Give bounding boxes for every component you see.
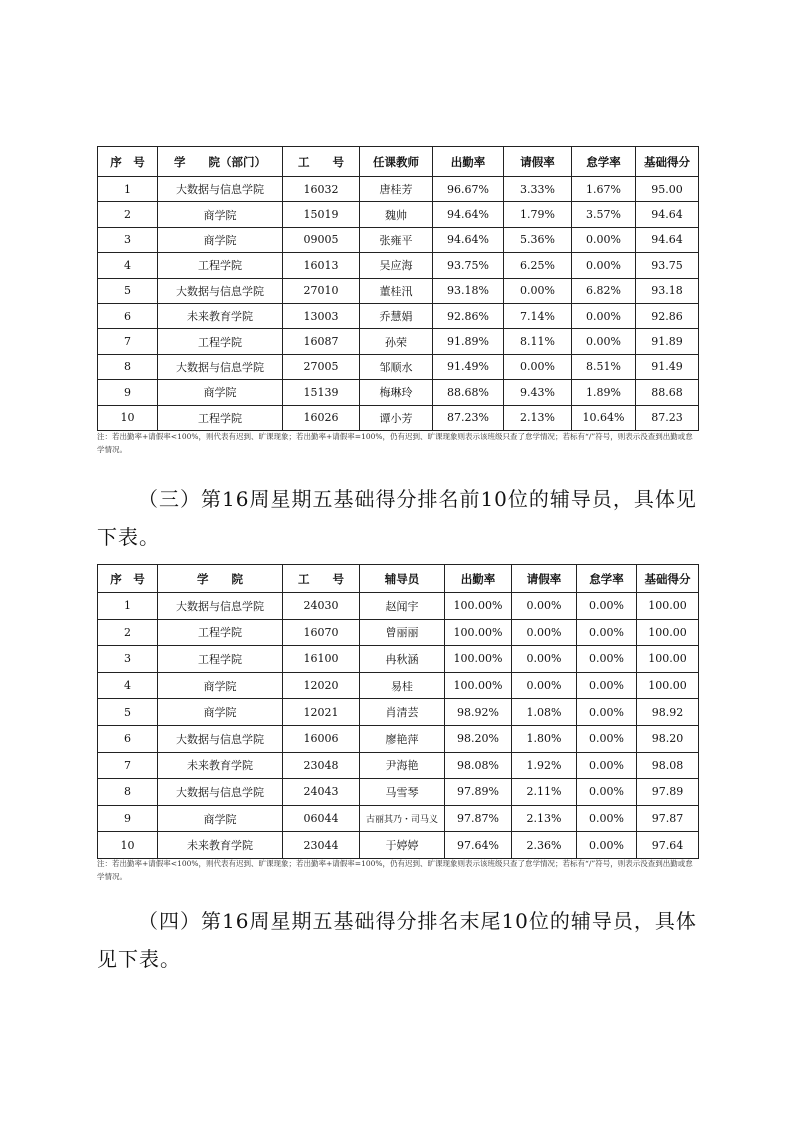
table-cell: 易桂 [360, 672, 445, 699]
table-cell: 94.64 [636, 227, 699, 252]
table-cell: 商学院 [158, 227, 283, 252]
table-row [98, 329, 699, 354]
column-header: 怠学率 [572, 147, 636, 177]
column-header: 基础得分 [637, 565, 699, 593]
table-row [98, 725, 699, 752]
table-cell: 100.00% [445, 646, 512, 673]
table-row [98, 380, 699, 405]
table-cell: 98.20 [637, 725, 699, 752]
table-cell: 孙荣 [360, 329, 433, 354]
table-cell: 2.11% [512, 779, 577, 806]
section-heading-3: （三）第16周星期五基础得分排名前10位的辅导员，具体见下表。 [97, 487, 697, 549]
table-cell: 98.08% [445, 752, 512, 779]
table-cell: 93.75 [636, 253, 699, 278]
table-header-row [98, 147, 699, 177]
table-cell: 8 [98, 354, 158, 379]
table-cell: 93.18 [636, 278, 699, 303]
table-cell: 0.00% [577, 832, 637, 859]
table-note: 注：若出勤率+请假率<100%，则代表有迟到、旷课现象；若出勤率+请假率=100%，仍有迟到、旷课现象则表示该班级只查了怠学情况；若标有“/”符号，则表示没查到出勤或怠学情况。 [97, 859, 693, 881]
table-cell: 9.43% [504, 380, 572, 405]
table-cell: 100.00 [637, 619, 699, 646]
table-cell: 商学院 [158, 699, 283, 726]
table-row [98, 253, 699, 278]
table-cell: 6.82% [572, 278, 636, 303]
table-cell: 0.00% [512, 619, 577, 646]
table-cell: 24030 [283, 593, 360, 620]
table-cell: 1.67% [572, 177, 636, 202]
column-header: 工 号 [283, 147, 360, 177]
table-cell: 98.92% [445, 699, 512, 726]
table-cell: 工程学院 [158, 646, 283, 673]
table-cell: 未来教育学院 [158, 832, 283, 859]
table-cell: 7.14% [504, 303, 572, 328]
table-cell: 27005 [283, 354, 360, 379]
table-cell: 大数据与信息学院 [158, 354, 283, 379]
table-cell: 商学院 [158, 672, 283, 699]
table-cell: 96.67% [433, 177, 504, 202]
table-cell: 3.33% [504, 177, 572, 202]
table-cell: 16013 [283, 253, 360, 278]
table-cell: 9 [98, 380, 158, 405]
table-cell: 91.49% [433, 354, 504, 379]
table-cell: 古丽其乃・司马义 [360, 805, 445, 832]
table-cell: 15139 [283, 380, 360, 405]
table-cell: 0.00% [577, 725, 637, 752]
column-header: 任课教师 [360, 147, 433, 177]
table-cell: 0.00% [577, 779, 637, 806]
table-note: 注：若出勤率+请假率<100%，则代表有迟到、旷课现象；若出勤率+请假率=100%，仍有迟到、旷课现象则表示该班级只查了怠学情况；若标有“/”符号，则表示没查到出勤或怠学情况。 [97, 432, 693, 454]
table-cell: 98.08 [637, 752, 699, 779]
table-row [98, 619, 699, 646]
table-cell: 商学院 [158, 380, 283, 405]
table-cell: 97.64% [445, 832, 512, 859]
table-cell: 董桂汛 [360, 278, 433, 303]
table-cell: 5 [98, 278, 158, 303]
table-cell: 93.75% [433, 253, 504, 278]
table-cell: 邹顺水 [360, 354, 433, 379]
table-cell: 肖清芸 [360, 699, 445, 726]
table-cell: 8.11% [504, 329, 572, 354]
table-cell: 23048 [283, 752, 360, 779]
table-cell: 5.36% [504, 227, 572, 252]
table-cell: 大数据与信息学院 [158, 779, 283, 806]
table-cell: 0.00% [577, 752, 637, 779]
table-row [98, 227, 699, 252]
table-row [98, 177, 699, 202]
table-cell: 1.80% [512, 725, 577, 752]
table-cell: 工程学院 [158, 329, 283, 354]
table-cell: 未来教育学院 [158, 752, 283, 779]
table-cell: 06044 [283, 805, 360, 832]
table-cell: 2.13% [504, 405, 572, 430]
table-cell: 8 [98, 779, 158, 806]
column-header: 学 院（部门） [158, 147, 283, 177]
table-cell: 3.57% [572, 202, 636, 227]
table-cell: 1.92% [512, 752, 577, 779]
table-cell: 100.00 [637, 672, 699, 699]
table-cell: 0.00% [577, 593, 637, 620]
table-cell: 98.20% [445, 725, 512, 752]
table-row [98, 832, 699, 859]
table-cell: 1.08% [512, 699, 577, 726]
table-row [98, 303, 699, 328]
table-cell: 94.64% [433, 227, 504, 252]
table-cell: 工程学院 [158, 405, 283, 430]
table-row [98, 672, 699, 699]
column-header: 序 号 [98, 147, 158, 177]
table-cell: 87.23 [636, 405, 699, 430]
table-cell: 大数据与信息学院 [158, 177, 283, 202]
table-cell: 100.00% [445, 672, 512, 699]
table-cell: 9 [98, 805, 158, 832]
table-cell: 商学院 [158, 202, 283, 227]
table-cell: 16006 [283, 725, 360, 752]
table-cell: 未来教育学院 [158, 303, 283, 328]
table-cell: 0.00% [572, 227, 636, 252]
table-cell: 97.89% [445, 779, 512, 806]
table-cell: 0.00% [512, 646, 577, 673]
table-cell: 0.00% [577, 805, 637, 832]
section-heading-4: （四）第16周星期五基础得分排名末尾10位的辅导员，具体见下表。 [97, 909, 697, 971]
table-cell: 4 [98, 253, 158, 278]
table-cell: 0.00% [577, 672, 637, 699]
table-cell: 6 [98, 725, 158, 752]
table-cell: 5 [98, 699, 158, 726]
table-cell: 7 [98, 752, 158, 779]
table-cell: 23044 [283, 832, 360, 859]
table-cell: 1 [98, 177, 158, 202]
table-cell: 谭小芳 [360, 405, 433, 430]
table-cell: 0.00% [512, 672, 577, 699]
table-cell: 曾丽丽 [360, 619, 445, 646]
table-row [98, 405, 699, 430]
table-row [98, 752, 699, 779]
table-row [98, 278, 699, 303]
table-cell: 88.68% [433, 380, 504, 405]
table-cell: 大数据与信息学院 [158, 593, 283, 620]
column-header: 基础得分 [636, 147, 699, 177]
table-cell: 梅琳玲 [360, 380, 433, 405]
column-header: 学 院 [158, 565, 283, 593]
table-cell: 商学院 [158, 805, 283, 832]
table-row [98, 779, 699, 806]
table-cell: 100.00% [445, 593, 512, 620]
table-cell: 88.68 [636, 380, 699, 405]
table-cell: 1.89% [572, 380, 636, 405]
table-cell: 冉秋涵 [360, 646, 445, 673]
column-header: 工 号 [283, 565, 360, 593]
table-cell: 于婷婷 [360, 832, 445, 859]
table-cell: 0.00% [577, 646, 637, 673]
table-cell: 16026 [283, 405, 360, 430]
table-row [98, 699, 699, 726]
table-cell: 91.49 [636, 354, 699, 379]
table-cell: 94.64% [433, 202, 504, 227]
table-cell: 09005 [283, 227, 360, 252]
table-cell: 91.89% [433, 329, 504, 354]
table-row [98, 354, 699, 379]
table-cell: 0.00% [577, 619, 637, 646]
table-cell: 100.00% [445, 619, 512, 646]
table-cell: 13003 [283, 303, 360, 328]
table-cell: 4 [98, 672, 158, 699]
table-cell: 10.64% [572, 405, 636, 430]
column-header: 怠学率 [577, 565, 637, 593]
table-cell: 7 [98, 329, 158, 354]
column-header: 出勤率 [445, 565, 512, 593]
table-cell: 98.92 [637, 699, 699, 726]
table-cell: 2 [98, 202, 158, 227]
column-header: 出勤率 [433, 147, 504, 177]
table-cell: 2 [98, 619, 158, 646]
table-cell: 唐桂芳 [360, 177, 433, 202]
table-cell: 马雪琴 [360, 779, 445, 806]
table-cell: 100.00 [637, 646, 699, 673]
table-cell: 16087 [283, 329, 360, 354]
table-cell: 92.86% [433, 303, 504, 328]
table-cell: 3 [98, 227, 158, 252]
table-cell: 87.23% [433, 405, 504, 430]
table-cell: 0.00% [504, 354, 572, 379]
table-cell: 27010 [283, 278, 360, 303]
table-cell: 赵闻宇 [360, 593, 445, 620]
table-cell: 0.00% [504, 278, 572, 303]
table-cell: 廖艳萍 [360, 725, 445, 752]
table-row [98, 646, 699, 673]
table-cell: 95.00 [636, 177, 699, 202]
table-cell: 16070 [283, 619, 360, 646]
column-header: 序 号 [98, 565, 158, 593]
table-cell: 97.64 [637, 832, 699, 859]
table-cell: 16100 [283, 646, 360, 673]
table-cell: 16032 [283, 177, 360, 202]
table-cell: 0.00% [577, 699, 637, 726]
table-cell: 10 [98, 405, 158, 430]
table-cell: 0.00% [572, 303, 636, 328]
counselor-ranking-table [97, 564, 699, 859]
table-cell: 97.87% [445, 805, 512, 832]
table-cell: 2.13% [512, 805, 577, 832]
table-cell: 工程学院 [158, 253, 283, 278]
table-cell: 大数据与信息学院 [158, 278, 283, 303]
table-row [98, 593, 699, 620]
table-cell: 0.00% [572, 329, 636, 354]
table-cell: 吴应海 [360, 253, 433, 278]
table-cell: 1 [98, 593, 158, 620]
table-cell: 24043 [283, 779, 360, 806]
table-cell: 15019 [283, 202, 360, 227]
table-cell: 0.00% [572, 253, 636, 278]
table-cell: 92.86 [636, 303, 699, 328]
table-cell: 97.89 [637, 779, 699, 806]
table-cell: 3 [98, 646, 158, 673]
table-cell: 91.89 [636, 329, 699, 354]
table-cell: 工程学院 [158, 619, 283, 646]
table-cell: 10 [98, 832, 158, 859]
table-cell: 乔慧娟 [360, 303, 433, 328]
table-cell: 魏帅 [360, 202, 433, 227]
table-cell: 1.79% [504, 202, 572, 227]
table-cell: 2.36% [512, 832, 577, 859]
table-cell: 94.64 [636, 202, 699, 227]
table-cell: 0.00% [512, 593, 577, 620]
table-cell: 尹海艳 [360, 752, 445, 779]
table-cell: 97.87 [637, 805, 699, 832]
table-cell: 12021 [283, 699, 360, 726]
teacher-ranking-table [97, 146, 699, 431]
table-row [98, 202, 699, 227]
table-cell: 大数据与信息学院 [158, 725, 283, 752]
table-cell: 100.00 [637, 593, 699, 620]
column-header: 请假率 [512, 565, 577, 593]
table-cell: 6 [98, 303, 158, 328]
table-cell: 93.18% [433, 278, 504, 303]
table-cell: 12020 [283, 672, 360, 699]
table-cell: 8.51% [572, 354, 636, 379]
table-cell: 6.25% [504, 253, 572, 278]
table-cell: 张雍平 [360, 227, 433, 252]
table-header-row [98, 565, 699, 593]
column-header: 请假率 [504, 147, 572, 177]
column-header: 辅导员 [360, 565, 445, 593]
table-row [98, 805, 699, 832]
